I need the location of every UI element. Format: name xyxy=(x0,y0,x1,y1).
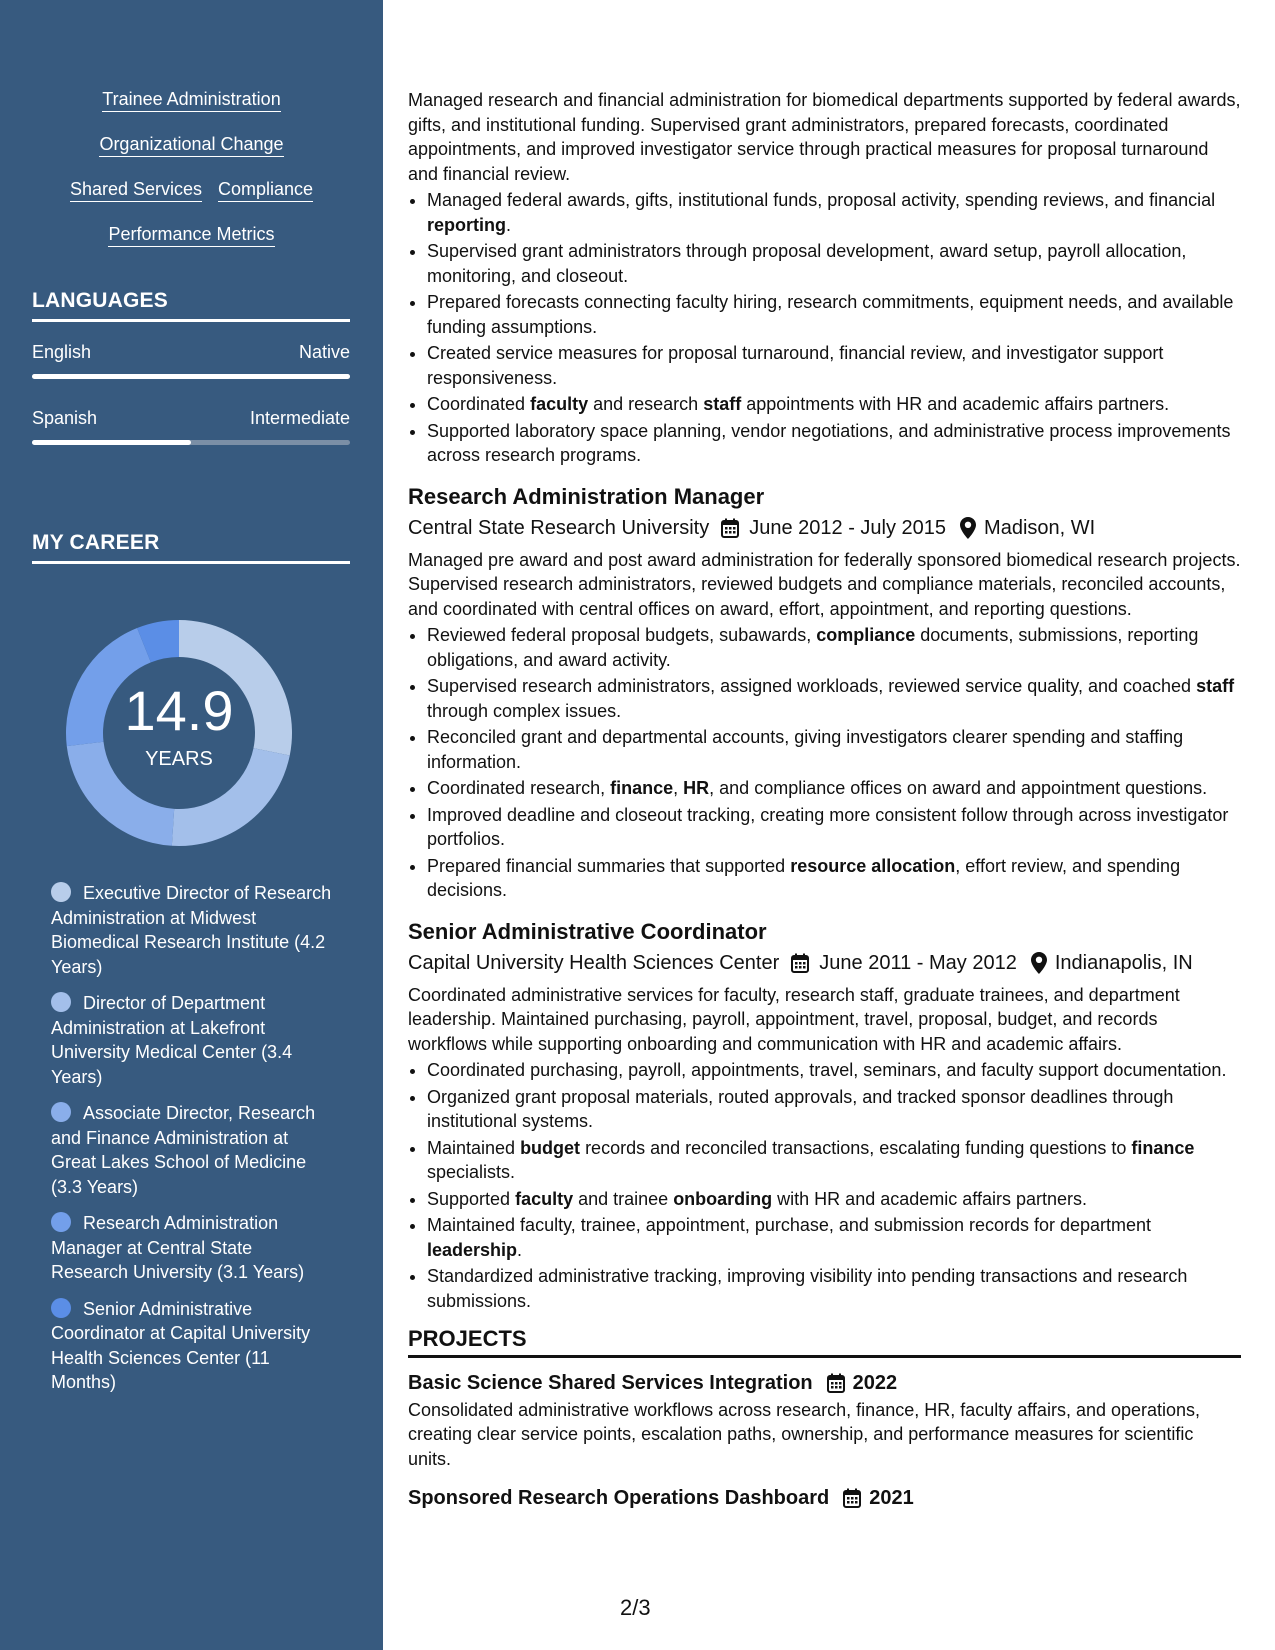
language-bar-fill xyxy=(32,440,191,445)
legend-dot xyxy=(51,1102,71,1122)
projects-heading: PROJECTS xyxy=(408,1327,1241,1358)
career-legend-item xyxy=(51,881,333,979)
language-bar xyxy=(32,440,350,445)
career-legend xyxy=(51,881,333,1407)
skill-tag[interactable]: Performance Metrics xyxy=(108,223,274,247)
skill-tag[interactable]: Compliance xyxy=(218,178,313,202)
legend-dot xyxy=(51,1298,71,1318)
calendar-icon xyxy=(721,518,739,538)
job-dates: June 2012 - July 2015 xyxy=(749,516,947,539)
job-title: Senior Administrative Coordinator xyxy=(408,918,767,944)
bullet-item: • Organized grant proposal materials, routed approvals, and tracked sponsor deadlines through institutional systems. xyxy=(427,1085,1241,1134)
map-pin-icon xyxy=(1031,952,1047,974)
main-content xyxy=(408,88,1241,1513)
language-level: Native xyxy=(298,342,350,362)
languages-heading: LANGUAGES xyxy=(32,289,350,322)
skills-list xyxy=(0,88,383,268)
language-name: Spanish xyxy=(32,408,98,428)
career-total-unit: YEARS xyxy=(145,748,213,770)
bullet-item: • Supported faculty and trainee onboarding with HR and academic affairs partners. xyxy=(427,1187,1241,1212)
calendar-icon xyxy=(843,1488,861,1508)
bullet-item: • Maintained faculty, trainee, appointment, purchase, and submission records for department leadership. xyxy=(427,1213,1241,1262)
job-dates: June 2011 - May 2012 xyxy=(819,951,1017,974)
bullet-item: • Coordinated purchasing, payroll, appointments, travel, seminars, and faculty support documentation. xyxy=(427,1058,1241,1083)
legend-dot xyxy=(51,1212,71,1232)
job-organization: Central State Research University xyxy=(408,516,710,539)
bullet-item: • Prepared financial summaries that supported resource allocation, effort review, and spending decisions. xyxy=(427,854,1241,903)
language-name: English xyxy=(32,342,92,362)
job-bullets xyxy=(408,623,1241,903)
job-meta xyxy=(408,949,1241,977)
language-level: Intermediate xyxy=(249,408,350,428)
bullet-item: • Reconciled grant and departmental accounts, giving investigators clearer spending and staffing information. xyxy=(427,725,1241,774)
career-heading: MY CAREER xyxy=(32,531,350,564)
bullet-item: • Created service measures for proposal turnaround, financial review, and investigator support responsiveness. xyxy=(427,341,1241,390)
bullet-item: • Coordinated research, finance, HR, and compliance offices on award and appointment questions. xyxy=(427,776,1241,801)
map-pin-icon xyxy=(960,517,976,539)
project-title-row xyxy=(408,1368,1241,1398)
career-legend-text: Senior Administrative Coordinator at Capital University Health Sciences Center (11 Months) xyxy=(51,1298,311,1392)
career-legend-text: Associate Director, Research and Finance Administration at Great Lakes School of Medicine (3.3 Years) xyxy=(51,1103,316,1197)
job-location: Indianapolis, IN xyxy=(1054,951,1193,974)
calendar-icon xyxy=(791,953,809,973)
job-bullets xyxy=(408,1058,1241,1313)
career-legend-item xyxy=(51,1211,333,1285)
calendar-icon xyxy=(827,1373,845,1393)
career-legend-text: Executive Director of Research Administration at Midwest Biomedical Research Institute (4.2 Years) xyxy=(51,883,332,977)
intro-bullets xyxy=(408,188,1241,468)
career-legend-item xyxy=(51,1297,333,1395)
legend-dot xyxy=(51,882,71,902)
legend-dot xyxy=(51,992,71,1012)
bullet-item: • Maintained budget records and reconciled transactions, escalating funding questions to finance specialists. xyxy=(427,1136,1241,1185)
project-description: Consolidated administrative workflows across research, finance, HR, faculty affairs, and operations, creating clear service points, escalation paths, ownership, and performance measures for scientific units. xyxy=(408,1399,1201,1469)
career-legend-text: Research Administration Manager at Central State Research University (3.1 Years) xyxy=(51,1213,305,1282)
bullet-item: • Reviewed federal proposal budgets, subawards, compliance documents, submissions, reporting obligations, and award activity. xyxy=(427,623,1241,672)
skill-tag[interactable]: Shared Services xyxy=(70,178,202,202)
project-title: Sponsored Research Operations Dashboard xyxy=(408,1487,830,1509)
bullet-item: • Improved deadline and closeout tracking, creating more consistent follow through across investigator portfolios. xyxy=(427,803,1241,852)
page-number: 2/3 xyxy=(620,1595,651,1620)
bullet-item: • Standardized administrative tracking, improving visibility into pending transactions and research submissions. xyxy=(427,1264,1241,1313)
job-summary: Managed pre award and post award administration for federally sponsored biomedical research projects. Supervised research administrators, reviewed budgets and compliance materials, reconciled accounts, and coordinated with central offices on award, effort, appointment, and reporting questions. xyxy=(408,549,1241,619)
language-item xyxy=(32,342,350,379)
bullet-item: • Supervised grant administrators through proposal development, award setup, payroll allocation, monitoring, and closeout. xyxy=(427,239,1241,288)
career-legend-text: Director of Department Administration at Lakefront University Medical Center (3.4 Years) xyxy=(51,993,293,1087)
project-year: 2022 xyxy=(852,1371,898,1394)
project-title: Basic Science Shared Services Integration xyxy=(408,1371,813,1394)
bullet-item: • Supervised research administrators, assigned workloads, reviewed service quality, and coached staff through complex issues. xyxy=(427,674,1241,723)
career-legend-item xyxy=(51,991,333,1089)
intro-summary: Managed research and financial administration for biomedical departments supported by federal awards, gifts, and institutional funding. Supervised grant administrators, prepared forecasts, coordinated appointments, and improved investigator service through practical measures for proposal turnaround and financial review. xyxy=(408,90,1241,184)
bullet-item: • Managed federal awards, gifts, institutional funds, proposal activity, spending reviews, and financial reporting. xyxy=(427,188,1241,237)
career-total-years: 14.9 xyxy=(124,679,234,742)
language-item xyxy=(32,408,350,445)
bullet-item: • Supported laboratory space planning, vendor negotiations, and administrative process improvements across research programs. xyxy=(427,419,1241,468)
bullet-item: • Coordinated faculty and research staff appointments with HR and academic affairs partners. xyxy=(427,392,1241,417)
skill-tag[interactable]: Organizational Change xyxy=(99,133,283,157)
sidebar xyxy=(0,0,383,1650)
bullet-item: • Prepared forecasts connecting faculty hiring, research commitments, equipment needs, and available funding assumptions. xyxy=(427,290,1241,339)
skill-tag[interactable]: Trainee Administration xyxy=(102,88,280,112)
job-summary: Coordinated administrative services for faculty, research staff, graduate trainees, and department leadership. Maintained purchasing, payroll, appointment, travel, proposal, budget, and records workflows while supporting onboarding and communication with HR and academic affairs. xyxy=(408,984,1180,1054)
career-legend-item xyxy=(51,1101,333,1199)
project-year: 2021 xyxy=(869,1487,914,1509)
language-bar xyxy=(32,374,350,379)
job-location: Madison, WI xyxy=(984,516,1096,539)
job-title: Research Administration Manager xyxy=(408,483,765,509)
job-meta xyxy=(408,514,1241,542)
project-title-row xyxy=(408,1483,1241,1513)
language-bar-fill xyxy=(32,374,350,379)
job-organization: Capital University Health Sciences Center xyxy=(408,951,780,974)
career-donut-chart xyxy=(64,618,294,848)
